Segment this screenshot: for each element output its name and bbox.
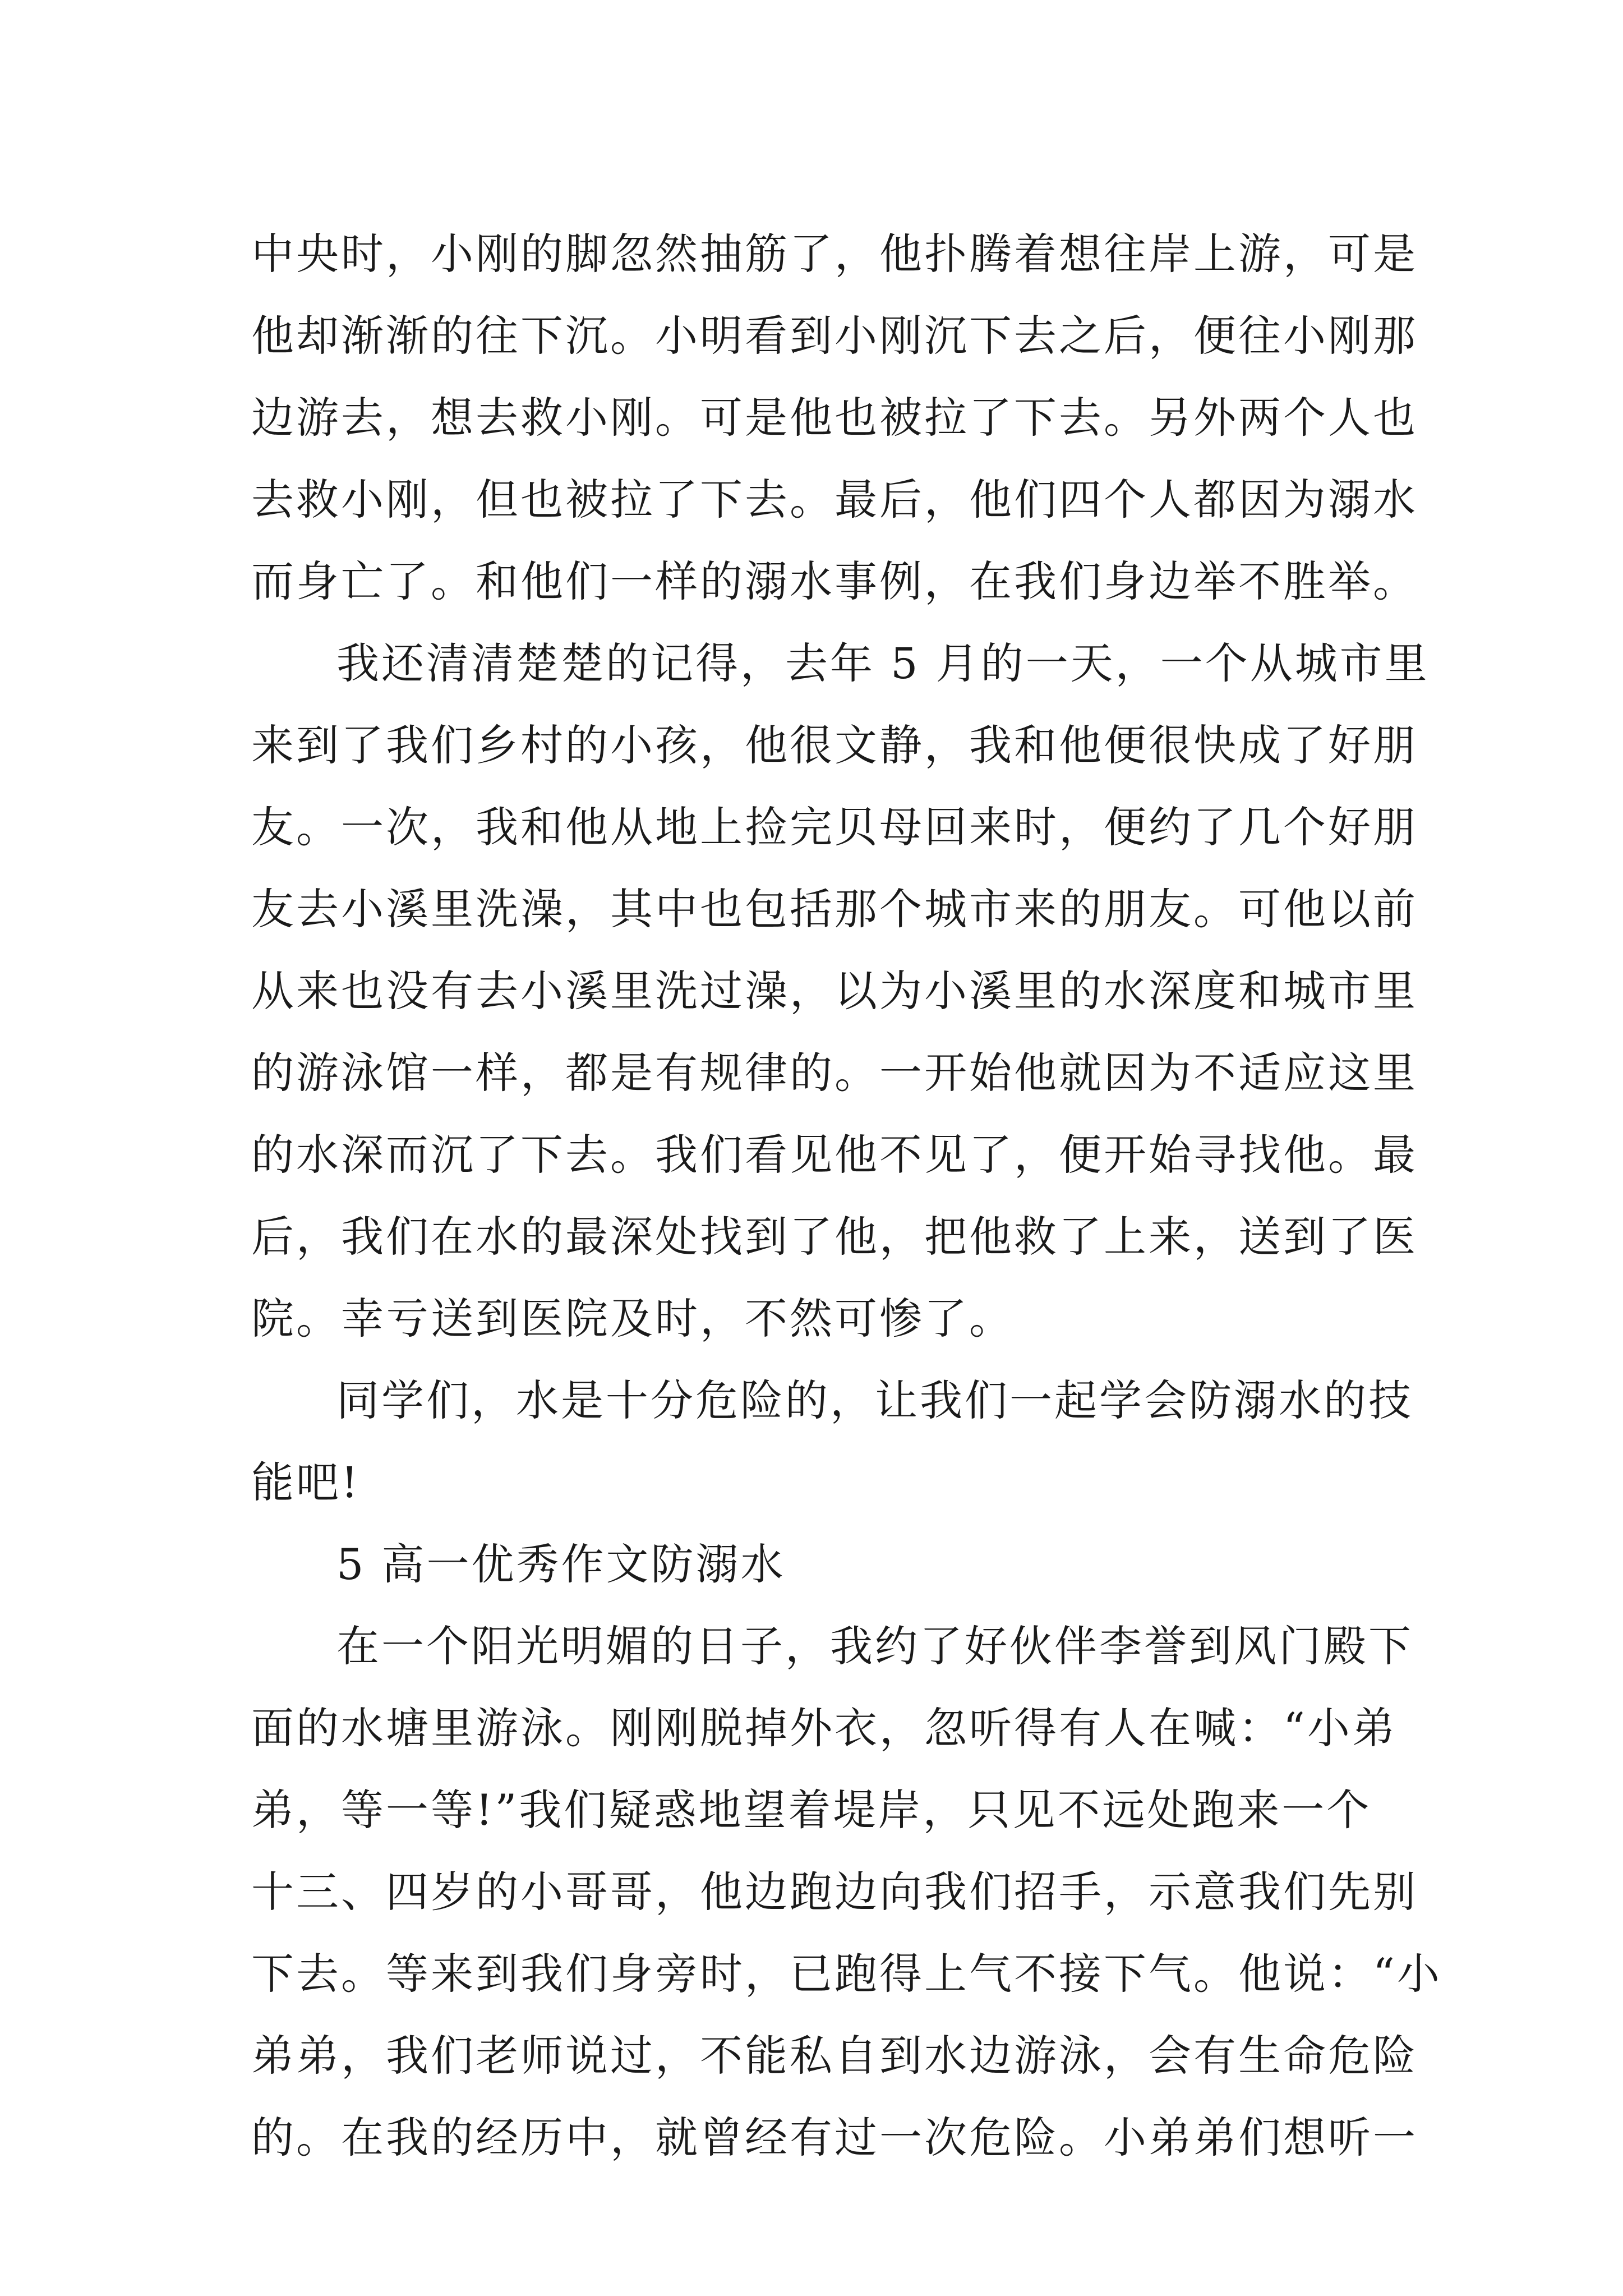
text-line: 面的水塘里游泳。刚刚脱掉外衣，忽听得有人在喊：“小弟 bbox=[251, 1703, 1397, 1753]
text-line: 从来也没有去小溪里洗过澡，以为小溪里的水深度和城市里 bbox=[251, 966, 1418, 1016]
section-heading: 5 高一优秀作文防溺水 bbox=[336, 1539, 786, 1589]
text-line: 的。在我的经历中，就曾经有过一次危险。小弟弟们想听一 bbox=[251, 2113, 1418, 2162]
text-line: 弟，等一等!”我们疑惑地望着堤岸，只见不远处跑来一个 bbox=[251, 1785, 1372, 1835]
text-line: 友。一次，我和他从地上捡完贝母回来时，便约了几个好朋 bbox=[251, 802, 1418, 852]
text-line: 的水深而沉了下去。我们看见他不见了，便开始寻找他。最 bbox=[251, 1130, 1418, 1180]
text-line: 十三、四岁的小哥哥，他边跑边向我们招手，示意我们先别 bbox=[251, 1867, 1418, 1917]
paragraph bbox=[251, 1360, 1413, 1524]
text-line: 去救小刚，但也被拉了下去。最后，他们四个人都因为溺水 bbox=[251, 475, 1418, 524]
text-line: 后，我们在水的最深处找到了他，把他救了上来，送到了医 bbox=[251, 1212, 1418, 1262]
text-line: 的游泳馆一样，都是有规律的。一开始他就因为不适应这里 bbox=[251, 1048, 1418, 1098]
text-line: 弟弟，我们老师说过，不能私自到水边游泳，会有生命危险 bbox=[251, 2031, 1418, 2081]
text-line: 院。幸亏送到医院及时，不然可惨了。 bbox=[251, 1294, 1014, 1343]
text-line: 友去小溪里洗澡，其中也包括那个城市来的朋友。可他以前 bbox=[251, 884, 1418, 934]
text-line: 同学们，水是十分危险的，让我们一起学会防溺水的技 bbox=[336, 1375, 1413, 1425]
text-line: 中央时，小刚的脚忽然抽筋了，他扑腾着想往岸上游，可是 bbox=[251, 229, 1418, 279]
text-line: 我还清清楚楚的记得，去年 5 月的一天，一个从城市里 bbox=[336, 638, 1430, 688]
text-line: 来到了我们乡村的小孩，他很文静，我和他便很快成了好朋 bbox=[251, 720, 1418, 770]
document-body bbox=[251, 213, 1442, 2179]
paragraph bbox=[251, 623, 1430, 1360]
text-line: 下去。等来到我们身旁时，已跑得上气不接下气。他说：“小 bbox=[251, 1949, 1442, 1999]
text-line: 他却渐渐的往下沉。小明看到小刚沉下去之后，便往小刚那 bbox=[251, 311, 1418, 361]
paragraph bbox=[251, 1605, 1442, 2179]
text-line: 能吧! bbox=[251, 1457, 361, 1507]
paragraph bbox=[251, 213, 1418, 623]
text-line: 边游去，想去救小刚。可是他也被拉了下去。另外两个人也 bbox=[251, 393, 1418, 443]
text-line: 在一个阳光明媚的日子，我约了好伙伴李誉到风门殿下 bbox=[336, 1621, 1413, 1671]
text-line: 而身亡了。和他们一样的溺水事例，在我们身边举不胜举。 bbox=[251, 556, 1418, 606]
